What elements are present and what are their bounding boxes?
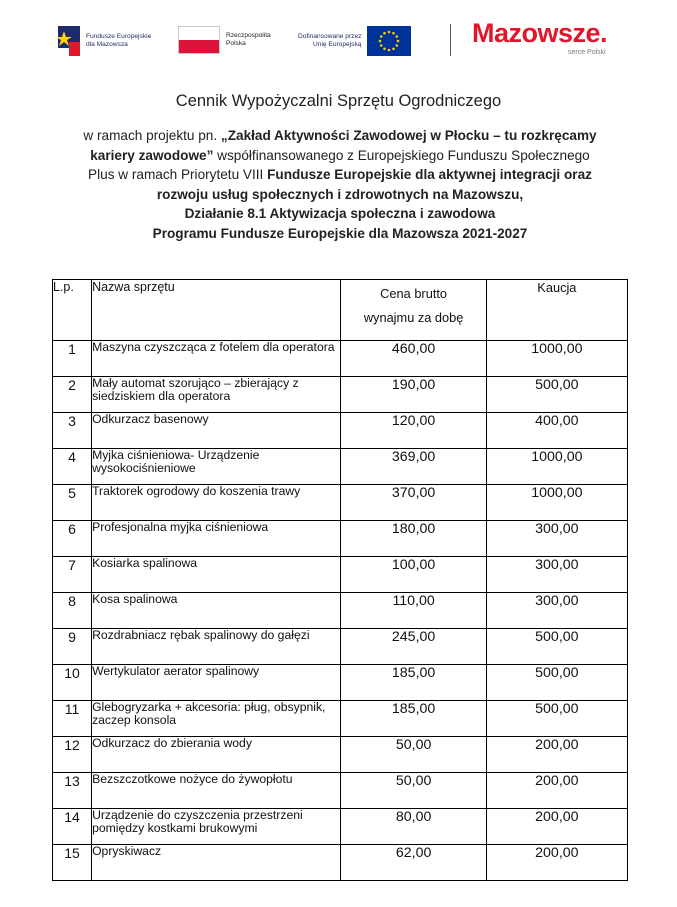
logo-separator	[450, 24, 451, 56]
rental-price: 370,00	[341, 485, 486, 521]
eu-logo-line2: Unię Europejską	[313, 41, 362, 48]
intro-line-5	[30, 204, 650, 224]
pl-logo-line2: Polska	[226, 40, 246, 47]
fe-star-icon	[58, 26, 80, 56]
equipment-name: Kosa spalinowa	[92, 593, 341, 629]
fe-logo-line1: Fundusze Europejskie	[86, 32, 152, 40]
table-row	[53, 845, 628, 881]
rental-price: 190,00	[341, 377, 486, 413]
equipment-name: Wertykulator aerator spalinowy	[92, 665, 341, 701]
row-number: 1	[53, 341, 92, 377]
rental-price: 185,00	[341, 701, 486, 737]
deposit-amount: 300,00	[486, 557, 627, 593]
fundusze-europejskie-logo	[58, 26, 151, 56]
deposit-amount: 400,00	[486, 413, 627, 449]
deposit-amount: 300,00	[486, 593, 627, 629]
equipment-name: Maszyna czyszcząca z fotelem dla operatora	[92, 341, 341, 377]
table-row	[53, 521, 628, 557]
deposit-amount: 1000,00	[486, 341, 627, 377]
rental-price: 50,00	[341, 737, 486, 773]
row-number: 15	[53, 845, 92, 881]
equipment-name: Glebogryzarka + akcesoria: pług, obsypnik, zaczep konsola	[92, 701, 341, 737]
mazowsze-tagline: serce Polski	[568, 49, 606, 56]
equipment-name: Opryskiwacz	[92, 845, 341, 881]
mazowsze-logo	[472, 18, 622, 62]
row-number: 9	[53, 629, 92, 665]
eu-flag-icon	[367, 26, 411, 56]
pl-logo-text	[226, 32, 271, 49]
deposit-amount: 500,00	[486, 701, 627, 737]
table-row	[53, 665, 628, 701]
rental-price: 245,00	[341, 629, 486, 665]
rental-price: 180,00	[341, 521, 486, 557]
rental-price: 110,00	[341, 593, 486, 629]
deposit-amount: 200,00	[486, 809, 627, 845]
rental-price: 460,00	[341, 341, 486, 377]
equipment-name: Profesjonalna myjka ciśnieniowa	[92, 521, 341, 557]
intro-line-2	[30, 146, 650, 166]
eu-logo	[298, 26, 411, 56]
equipment-name: Odkurzacz basenowy	[92, 413, 341, 449]
logo-strip	[0, 0, 677, 70]
rental-price: 185,00	[341, 665, 486, 701]
deposit-amount: 1000,00	[486, 449, 627, 485]
table-row	[53, 809, 628, 845]
table-header-row	[53, 280, 628, 341]
table-row	[53, 485, 628, 521]
intro-line-4	[30, 185, 650, 205]
row-number: 7	[53, 557, 92, 593]
polish-flag-icon	[178, 26, 220, 54]
fe-logo-line2: dla Mazowsza	[86, 41, 128, 48]
table-row	[53, 557, 628, 593]
row-number: 5	[53, 485, 92, 521]
table-row	[53, 701, 628, 737]
header-lp: L.p.	[53, 280, 92, 341]
pl-logo-line1: Rzeczpospolita	[226, 31, 271, 39]
header-price-line2: wynajmu za dobę	[363, 310, 464, 325]
deposit-amount: 300,00	[486, 521, 627, 557]
rental-price: 80,00	[341, 809, 486, 845]
table-row	[53, 413, 628, 449]
table-row	[53, 449, 628, 485]
table-row	[53, 377, 628, 413]
deposit-amount: 200,00	[486, 737, 627, 773]
deposit-amount: 500,00	[486, 665, 627, 701]
intro-bold-text: Programu Fundusze Europejskie dla Mazowsza 2021-2027	[152, 225, 528, 241]
eu-logo-line1: Dofinansowane przez	[298, 32, 362, 40]
row-number: 8	[53, 593, 92, 629]
intro-bold-text: kariery zawodowe”	[90, 147, 214, 163]
eu-logo-text	[298, 33, 361, 50]
row-number: 6	[53, 521, 92, 557]
table-row	[53, 629, 628, 665]
row-number: 10	[53, 665, 92, 701]
deposit-amount: 200,00	[486, 773, 627, 809]
header-price-line1: Cena brutto	[380, 286, 448, 301]
deposit-amount: 1000,00	[486, 485, 627, 521]
header-deposit: Kaucja	[486, 280, 627, 341]
intro-line-3	[30, 165, 650, 185]
table-row	[53, 593, 628, 629]
row-number: 4	[53, 449, 92, 485]
fe-logo-text	[86, 33, 151, 50]
intro-text: współfinansowanego z Europejskiego Funduszu Społecznego	[213, 147, 590, 163]
equipment-name: Mały automat szorująco – zbierający z siedziskiem dla operatora	[92, 377, 341, 413]
intro-bold-text: Fundusze Europejskie dla aktywnej integracji oraz	[267, 167, 592, 182]
header-name: Nazwa sprzętu	[92, 280, 341, 341]
table-row	[53, 341, 628, 377]
intro-text: w ramach projektu pn.	[83, 128, 221, 143]
equipment-name: Traktorek ogrodowy do koszenia trawy	[92, 485, 341, 521]
deposit-amount: 200,00	[486, 845, 627, 881]
rzeczpospolita-logo	[178, 26, 271, 54]
row-number: 13	[53, 773, 92, 809]
intro-text: Plus w ramach Priorytetu VIII	[88, 167, 268, 182]
table-row	[53, 737, 628, 773]
deposit-amount: 500,00	[486, 377, 627, 413]
project-description	[30, 126, 650, 243]
equipment-name: Kosiarka spalinowa	[92, 557, 341, 593]
intro-bold-text: Działanie 8.1 Aktywizacja społeczna i zawodowa	[184, 206, 496, 221]
row-number: 14	[53, 809, 92, 845]
rental-price: 369,00	[341, 449, 486, 485]
equipment-name: Odkurzacz do zbierania wody	[92, 737, 341, 773]
table-row	[53, 773, 628, 809]
price-table	[52, 279, 628, 881]
rental-price: 120,00	[341, 413, 486, 449]
row-number: 2	[53, 377, 92, 413]
document-title: Cennik Wypożyczalni Sprzętu Ogrodniczego	[175, 92, 502, 110]
intro-line-6	[30, 224, 650, 244]
row-number: 12	[53, 737, 92, 773]
header-price	[341, 280, 486, 341]
intro-line-1	[30, 126, 650, 146]
rental-price: 50,00	[341, 773, 486, 809]
mazowsze-logo-text: Mazowsze.	[472, 18, 608, 48]
equipment-name: Myjka ciśnieniowa- Urządzenie wysokociśnieniowe	[92, 449, 341, 485]
row-number: 11	[53, 701, 92, 737]
equipment-name: Urządzenie do czyszczenia przestrzeni pomiędzy kostkami brukowymi	[92, 809, 341, 845]
equipment-name: Rozdrabniacz rębak spalinowy do gałęzi	[92, 629, 341, 665]
deposit-amount: 500,00	[486, 629, 627, 665]
intro-bold-text: „Zakład Aktywności Zawodowej w Płocku – tu rozkręcamy	[220, 128, 597, 143]
rental-price: 62,00	[341, 845, 486, 881]
intro-bold-text: rozwoju usług społecznych i zdrowotnych na Mazowszu,	[156, 186, 524, 202]
rental-price: 100,00	[341, 557, 486, 593]
row-number: 3	[53, 413, 92, 449]
equipment-name: Bezszczotkowe nożyce do żywopłotu	[92, 773, 341, 809]
